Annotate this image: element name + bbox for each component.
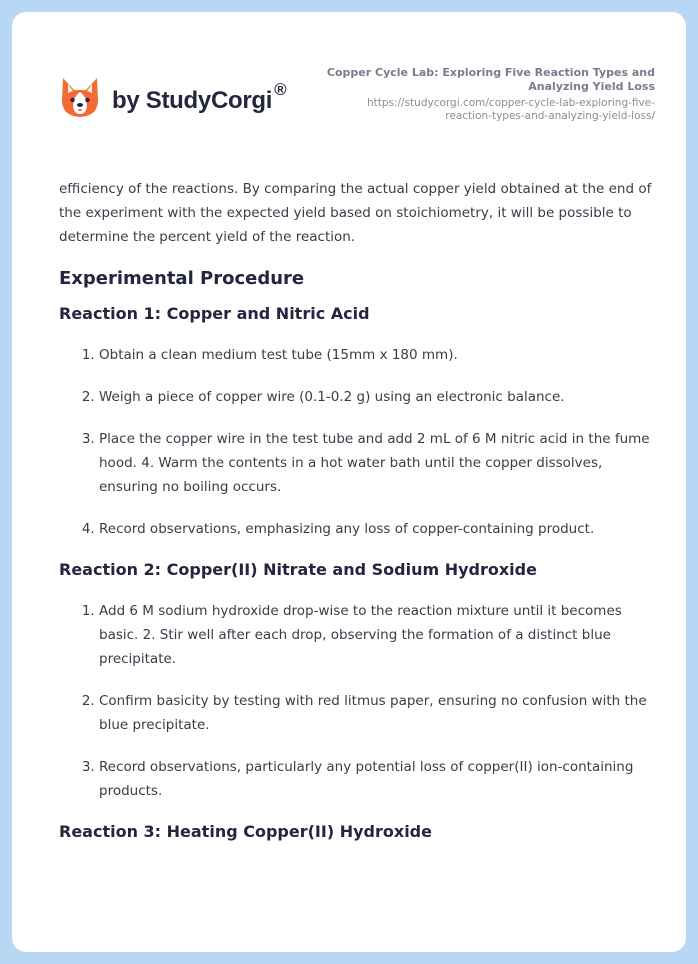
list-item: 4. Record observations, emphasizing any loss of copper-containing product. bbox=[99, 517, 655, 541]
reaction-2-steps bbox=[59, 599, 655, 803]
section-heading-procedure: Experimental Procedure bbox=[59, 268, 305, 289]
reaction-2-heading: Reaction 2: Copper(II) Nitrate and Sodium Hydroxide bbox=[59, 560, 537, 579]
reaction-1-heading: Reaction 1: Copper and Nitric Acid bbox=[59, 304, 370, 323]
document-page bbox=[12, 12, 686, 952]
registered-mark: ® bbox=[274, 79, 287, 99]
document-url[interactable]: https://studycorgi.com/copper-cycle-lab-exploring-five-reaction-types-and-analyzing-yield-loss/ bbox=[366, 97, 655, 122]
document-body bbox=[59, 177, 655, 843]
list-item: 2. Weigh a piece of copper wire (0.1-0.2 g) using an electronic balance. bbox=[99, 385, 655, 409]
list-item: 2. Confirm basicity by testing with red litmus paper, ensuring no confusion with the blue precipitate. bbox=[99, 689, 655, 737]
document-meta bbox=[325, 66, 655, 123]
corgi-icon bbox=[60, 76, 100, 118]
studycorgi-logo[interactable] bbox=[60, 76, 286, 118]
list-item: 1. Obtain a clean medium test tube (15mm x 180 mm). bbox=[99, 343, 655, 367]
list-item: 3. Place the copper wire in the test tube and add 2 mL of 6 M nitric acid in the fume hood. 4. Warm the contents in a hot water bath until the copper dissolves, ensuring no boiling occurs. bbox=[99, 427, 655, 499]
reaction-3-heading: Reaction 3: Heating Copper(II) Hydroxide bbox=[59, 822, 432, 841]
intro-paragraph: efficiency of the reactions. By comparing the actual copper yield obtained at the end of the experiment with the expected yield based on stoichiometry, it will be possible to determine the percent yield of the reaction. bbox=[59, 181, 652, 245]
reaction-1-steps bbox=[59, 343, 655, 541]
list-item: 1. Add 6 M sodium hydroxide drop-wise to the reaction mixture until it becomes basic. 2. Stir well after each drop, observing the formation of a distinct blue precipitate. bbox=[99, 599, 655, 671]
document-title: Copper Cycle Lab: Exploring Five Reaction Types and Analyzing Yield Loss bbox=[326, 66, 655, 93]
brand-name: by StudyCorgi ® bbox=[112, 79, 287, 114]
list-item: 3. Record observations, particularly any potential loss of copper(II) ion-containing products. bbox=[99, 755, 655, 803]
